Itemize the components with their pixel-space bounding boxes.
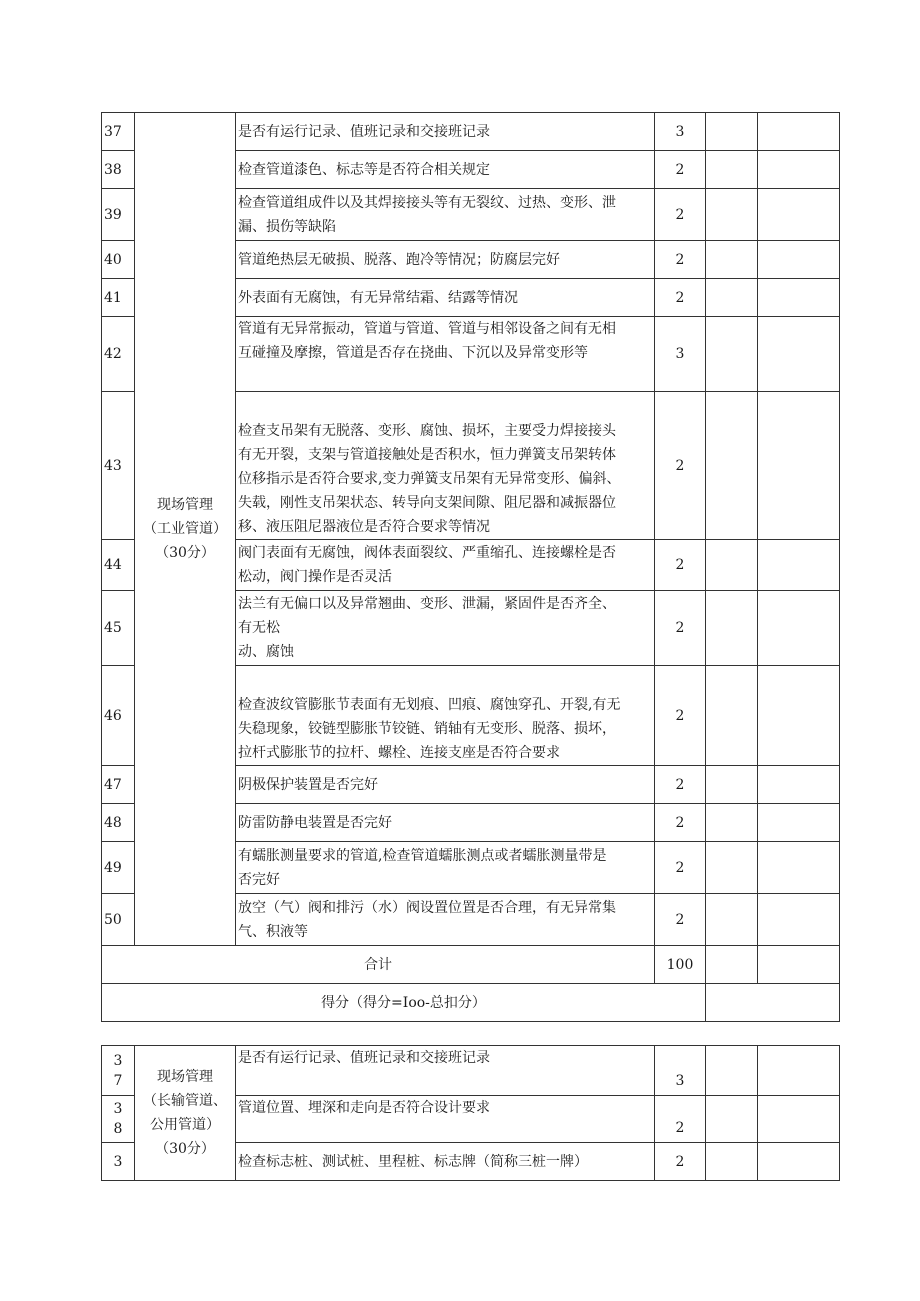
blank-cell [758, 1143, 840, 1181]
blank-cell [758, 317, 840, 392]
item-score: 2 [655, 241, 706, 279]
table-row [102, 1046, 840, 1096]
row-number: 45 [102, 591, 135, 666]
blank-cell [758, 113, 840, 151]
blank-cell [706, 151, 758, 189]
item-description: 检查支吊架有无脱落、变形、腐蚀、损坏，主要受力焊接接头 有无开裂，支架与管道接触处是否积水，恒力弹簧支吊架转体 位移指示是否符合要求,变力弹簧支吊架有无异常变形、偏斜、 失载，刚性支吊架状态、转导向支架间隙、阻尼器和减振器位 移、液压阻尼器液位是否符合要求等情况 [236, 392, 655, 540]
row-number: 40 [102, 241, 135, 279]
row-number: 37 [102, 113, 135, 151]
item-score: 3 [655, 113, 706, 151]
blank-cell [758, 666, 840, 766]
total-label: 合计 [102, 946, 655, 984]
blank-cell [758, 842, 840, 894]
blank-cell [758, 894, 840, 946]
row-number: 50 [102, 894, 135, 946]
row-number: 47 [102, 766, 135, 804]
item-description: 外表面有无腐蚀，有无异常结霜、结露等情况 [236, 279, 655, 317]
item-score: 2 [655, 1096, 706, 1143]
item-description: 防雷防静电装置是否完好 [236, 804, 655, 842]
blank-cell [706, 189, 758, 241]
blank-cell [758, 392, 840, 540]
item-score: 3 [655, 1046, 706, 1096]
row-number: 3 [102, 1143, 135, 1181]
item-description: 管道位置、埋深和走向是否符合设计要求 [236, 1096, 655, 1143]
blank-cell [758, 946, 840, 984]
row-number: 46 [102, 666, 135, 766]
item-score: 3 [655, 317, 706, 392]
item-score: 2 [655, 666, 706, 766]
blank-cell [758, 540, 840, 591]
inspection-table-industrial [101, 112, 840, 1022]
result-value-cell [706, 984, 840, 1022]
blank-cell [706, 1096, 758, 1143]
item-description: 有蠕胀测量要求的管道,检查管道蠕胀测点或者蠕胀测量带是 否完好 [236, 842, 655, 894]
blank-cell [758, 241, 840, 279]
item-score: 2 [655, 540, 706, 591]
blank-cell [758, 1096, 840, 1143]
total-row [102, 946, 840, 984]
item-score: 2 [655, 842, 706, 894]
total-score: 100 [655, 946, 706, 984]
item-score: 2 [655, 766, 706, 804]
item-score: 2 [655, 894, 706, 946]
blank-cell [758, 189, 840, 241]
item-score: 2 [655, 392, 706, 540]
result-row [102, 984, 840, 1022]
blank-cell [706, 540, 758, 591]
blank-cell [758, 279, 840, 317]
item-description: 检查管道漆色、标志等是否符合相关规定 [236, 151, 655, 189]
item-score: 2 [655, 189, 706, 241]
blank-cell [758, 1046, 840, 1096]
category-line: 现场管理 [157, 1069, 213, 1085]
blank-cell [758, 804, 840, 842]
row-number: 38 [102, 151, 135, 189]
inspection-table-long-distance [101, 1045, 840, 1181]
item-description: 阴极保护装置是否完好 [236, 766, 655, 804]
row-number: 48 [102, 804, 135, 842]
category-line: （30分） [155, 545, 215, 561]
blank-cell [706, 842, 758, 894]
item-score: 2 [655, 1143, 706, 1181]
item-description: 检查管道组成件以及其焊接接头等有无裂纹、过热、变形、泄 漏、损伤等缺陷 [236, 189, 655, 241]
category-line: 现场管理 [157, 497, 213, 513]
blank-cell [706, 279, 758, 317]
item-description: 管道有无异常振动，管道与管道、管道与相邻设备之间有无相 互碰撞及摩擦，管道是否存在挠曲、下沉以及异常变形等 [236, 317, 655, 392]
category-cell [135, 113, 236, 946]
blank-cell [706, 1046, 758, 1096]
blank-cell [706, 241, 758, 279]
row-number: 3 8 [102, 1096, 135, 1143]
blank-cell [706, 804, 758, 842]
item-description: 法兰有无偏口以及异常翘曲、变形、泄漏，紧固件是否齐全、 有无松 动、腐蚀 [236, 591, 655, 666]
category-line: （30分） [155, 1141, 215, 1157]
table-row [102, 113, 840, 151]
result-label: 得分（得分=Ioo-总扣分） [102, 984, 706, 1022]
blank-cell [758, 151, 840, 189]
blank-cell [706, 894, 758, 946]
row-number: 41 [102, 279, 135, 317]
row-number: 39 [102, 189, 135, 241]
category-line: （工业管道） [143, 521, 227, 537]
category-line: （长输管道、 [143, 1093, 227, 1109]
item-description: 放空（气）阀和排污（水）阀设置位置是否合理，有无异常集 气、积液等 [236, 894, 655, 946]
row-number: 43 [102, 392, 135, 540]
blank-cell [706, 317, 758, 392]
item-description: 是否有运行记录、值班记录和交接班记录 [236, 113, 655, 151]
row-number: 44 [102, 540, 135, 591]
row-number: 3 7 [102, 1046, 135, 1096]
item-description: 是否有运行记录、值班记录和交接班记录 [236, 1046, 655, 1096]
item-description: 管道绝热层无破损、脱落、跑冷等情况；防腐层完好 [236, 241, 655, 279]
blank-cell [758, 591, 840, 666]
category-cell [135, 1046, 236, 1181]
blank-cell [758, 766, 840, 804]
item-score: 2 [655, 591, 706, 666]
blank-cell [706, 591, 758, 666]
item-description: 检查波纹管膨胀节表面有无划痕、凹痕、腐蚀穿孔、开裂,有无 失稳现象，铰链型膨胀节铰链、销轴有无变形、脱落、损坏， 拉杆式膨胀节的拉杆、螺栓、连接支座是否符合要求 [236, 666, 655, 766]
row-number: 42 [102, 317, 135, 392]
blank-cell [706, 113, 758, 151]
blank-cell [706, 392, 758, 540]
category-line: 公用管道） [150, 1117, 220, 1133]
item-score: 2 [655, 279, 706, 317]
item-description: 阀门表面有无腐蚀，阀体表面裂纹、严重缩孔、连接螺栓是否 松动，阀门操作是否灵活 [236, 540, 655, 591]
blank-cell [706, 666, 758, 766]
item-score: 2 [655, 804, 706, 842]
blank-cell [706, 766, 758, 804]
blank-cell [706, 946, 758, 984]
blank-cell [706, 1143, 758, 1181]
item-description: 检查标志桩、测试桩、里程桩、标志牌（简称三桩一牌） [236, 1143, 655, 1181]
item-score: 2 [655, 151, 706, 189]
row-number: 49 [102, 842, 135, 894]
